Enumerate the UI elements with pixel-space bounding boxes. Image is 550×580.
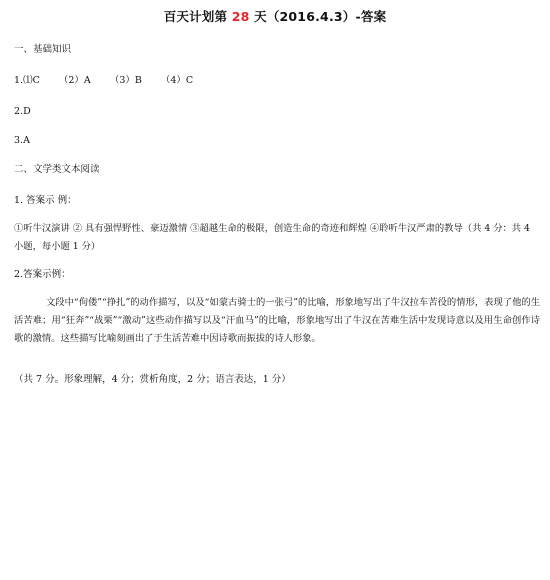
answer-1-3: （3）B [109, 75, 142, 86]
reading-question-2-paragraph: 文段中“佝偻”“挣扎”的动作描写，以及“如蒙古骑士的一张弓”的比喻，形象地写出了牛汉拉车苦役的情形，表现了他的生活苦难；用“狂奔”“战栗”“激动”这些动作描写以及“汗血马”的比喻，形象地写出了牛汉在苦难生活中发现诗意以及用生命创作诗歌的激情。这些描写比喻刻画出了于生活苦难中因诗歌而振拔的诗人形象。 [14, 297, 540, 344]
section-basic-knowledge-heading: 一、基础知识 [14, 44, 72, 55]
reading-question-1-intro: 1. 答案示 例： [14, 195, 77, 206]
answer-1-4: （4）C [160, 75, 194, 86]
question-3-answer: 3.A [14, 135, 30, 146]
reading-question-2-intro: 2.答案示例： [14, 269, 71, 280]
question-1-label: 1. [14, 75, 24, 86]
title-prefix: 百天计划第 [163, 9, 232, 24]
reading-question-1-answer: ①听牛汉演讲 ② 具有强悍野性、豪迈激情 ③超越生命的极限，创造生命的奇迹和辉煌 ④聆听牛汉严肃的教导（共 4 分：共 4 小题，每小题 1 分） [14, 223, 530, 252]
answer-1-1: ⑴C [23, 75, 40, 86]
reading-question-2-scoring: （共 7 分。形象理解，4 分；赏析角度，2 分；语言表达，1 分） [14, 374, 291, 385]
title-suffix: 天（2016.4.3）-答案 [249, 9, 387, 24]
answer-1-2: （2）A [58, 75, 91, 86]
question-1-answers [14, 74, 193, 88]
section-literary-reading-heading: 二、文学类文本阅读 [14, 164, 100, 175]
title-day-number: 28 [231, 9, 250, 24]
page-title [0, 7, 550, 25]
question-2-answer: 2.D [14, 106, 31, 117]
